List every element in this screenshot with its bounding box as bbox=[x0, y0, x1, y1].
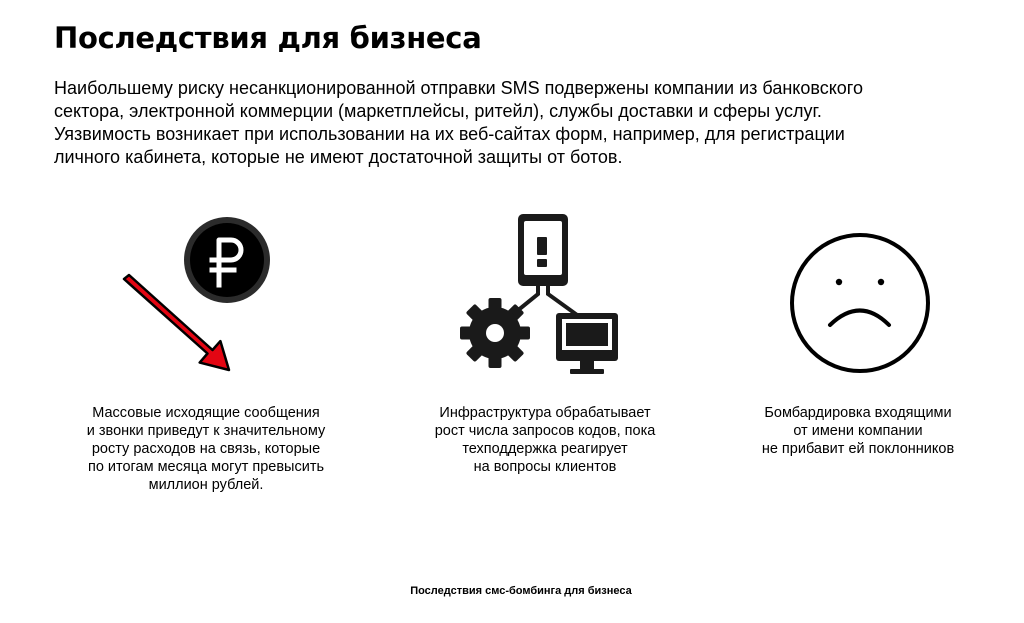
ruble-down-arrow-icon bbox=[110, 210, 280, 380]
sad-face-icon bbox=[785, 228, 935, 378]
caption-line: от имени компании bbox=[793, 423, 923, 439]
figure-caption: Последствия смс-бомбинга для бизнеса bbox=[410, 585, 632, 597]
caption-line: и звонки приведут к значительному bbox=[86, 423, 326, 439]
caption-cost-increase bbox=[46, 404, 366, 494]
caption-line: Бомбардировка входящими bbox=[764, 405, 952, 421]
alert-phone-icon bbox=[518, 214, 568, 286]
right-eye bbox=[878, 279, 884, 285]
caption-line: миллион рублей. bbox=[148, 477, 264, 493]
caption-infrastructure-load bbox=[385, 404, 705, 476]
caption-line: по итогам месяца могут превысить bbox=[87, 459, 325, 475]
monitor-icon bbox=[556, 313, 618, 374]
caption-line: техподдержка реагирует bbox=[462, 441, 628, 457]
page-title: Последствия для бизнеса bbox=[54, 21, 482, 55]
gear-icon bbox=[460, 298, 530, 368]
caption-line: Массовые исходящие сообщения bbox=[92, 405, 320, 421]
intro-line: сектора, электронной коммерции (маркетплейсы, ритейл), службы доставки и сферы услуг. bbox=[54, 101, 822, 121]
caption-line: на вопросы клиентов bbox=[473, 459, 617, 475]
intro-line: Уязвимость возникает при использовании на их веб-сайтах форм, например, для регистрации bbox=[54, 124, 845, 144]
caption-line: не прибавит ей поклонников bbox=[761, 441, 955, 457]
left-eye bbox=[836, 279, 842, 285]
intro-line: личного кабинета, которые не имеют достаточной защиты от ботов. bbox=[54, 147, 623, 167]
caption-reputation bbox=[698, 404, 1018, 458]
caption-line: Инфраструктура обрабатывает bbox=[439, 405, 651, 421]
caption-line: рост числа запросов кодов, пока bbox=[434, 423, 656, 439]
infrastructure-icon bbox=[460, 208, 630, 380]
intro-line: Наибольшему риску несанкционированной отправки SMS подвержены компании из банковского bbox=[54, 78, 863, 98]
caption-line: росту расходов на связь, которые bbox=[91, 441, 321, 457]
intro-paragraph bbox=[54, 77, 984, 169]
